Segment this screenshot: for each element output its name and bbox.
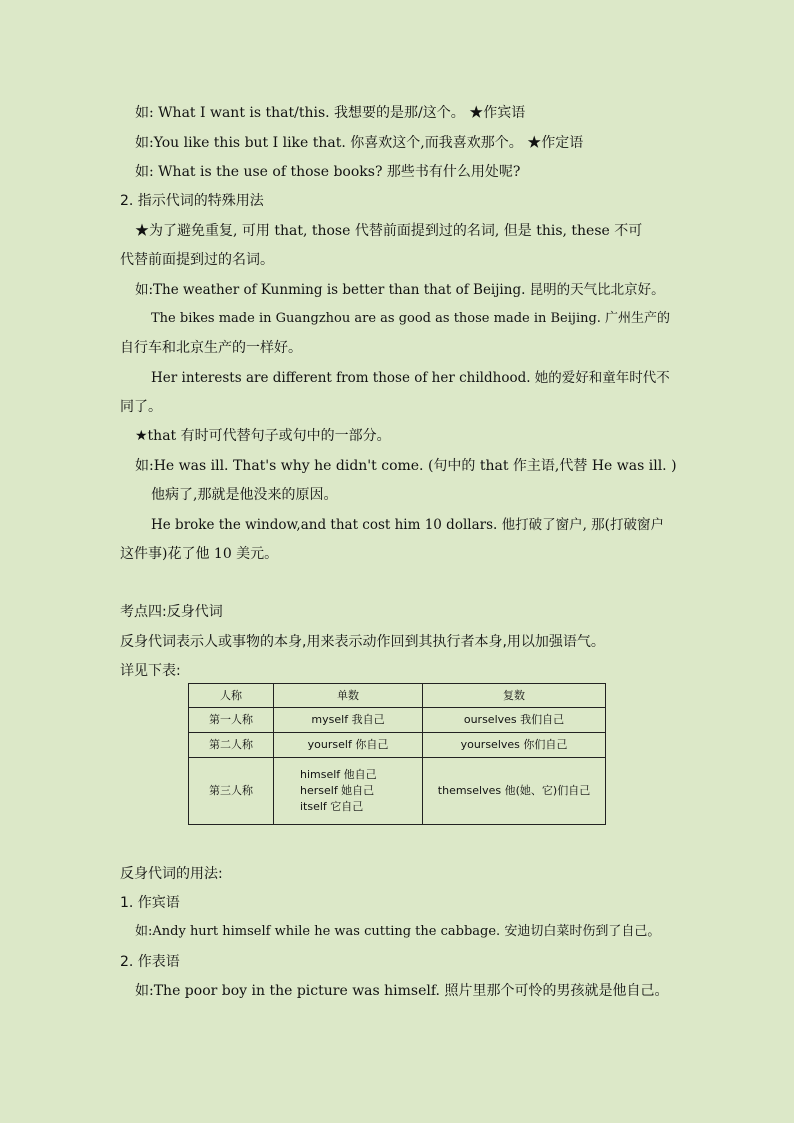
example-line-those-books: 如: What is the use of those books? 那些书有什么用处呢? bbox=[135, 164, 521, 180]
cell-person: 第三人称 bbox=[189, 758, 274, 825]
cell-person: 第一人称 bbox=[189, 708, 274, 733]
cell-singular-itself: itself 它自己 bbox=[300, 800, 364, 813]
example-line-object: 如: What I want is that/this. 我想要的是那/这个。 ★作宾语 bbox=[135, 105, 526, 121]
example-line-poor-boy: 如:The poor boy in the picture was himself. 照片里那个可怜的男孩就是他自己。 bbox=[135, 983, 669, 999]
example-line-andy: 如:Andy hurt himself while he was cutting the cabbage. 安迪切白菜时伤到了自己。 bbox=[135, 924, 661, 939]
cell-singular-himself: himself 他自己 bbox=[300, 768, 377, 781]
cell-singular bbox=[274, 758, 423, 825]
section-heading-special-usage: 2. 指示代词的特殊用法 bbox=[120, 193, 264, 209]
example-line-attributive: 如:You like this but I like that. 你喜欢这个,而我喜欢那个。 ★作定语 bbox=[135, 135, 584, 151]
rule-line-that-replaces: ★that 有时可代替句子或句中的一部分。 bbox=[135, 428, 391, 444]
cell-person: 第二人称 bbox=[189, 733, 274, 758]
cell-singular: myself 我自己 bbox=[274, 708, 423, 733]
header-plural: 复数 bbox=[423, 684, 606, 708]
rule-line-avoid-repetition: ★为了避免重复, 可用 that, those 代替前面提到过的名词, 但是 this, these 不可 bbox=[135, 223, 643, 239]
example-line-interests: Her interests are different from those of her childhood. 她的爱好和童年时代不 bbox=[151, 370, 670, 386]
table-header-row bbox=[189, 684, 606, 708]
usage-item-predicative: 2. 作表语 bbox=[120, 954, 180, 970]
see-table-note: 详见下表: bbox=[120, 663, 181, 679]
table-row bbox=[189, 708, 606, 733]
header-person: 人称 bbox=[189, 684, 274, 708]
cell-plural: themselves 他(她、它)们自己 bbox=[423, 758, 606, 825]
section-heading-reflexive: 考点四:反身代词 bbox=[120, 604, 223, 620]
header-singular: 单数 bbox=[274, 684, 423, 708]
table-row bbox=[189, 758, 606, 825]
example-line-he-was-ill: 如:He was ill. That's why he didn't come. (句中的 that 作主语,代替 He was ill. ) bbox=[135, 458, 677, 474]
example-line-interests-cont: 同了。 bbox=[120, 399, 162, 415]
example-line-guangzhou: The bikes made in Guangzhou are as good as those made in Beijing. 广州生产的 bbox=[151, 311, 671, 326]
cell-plural: ourselves 我们自己 bbox=[423, 708, 606, 733]
example-line-window-cont: 这件事)花了他 10 美元。 bbox=[120, 546, 279, 562]
cell-singular: yourself 你自己 bbox=[274, 733, 423, 758]
example-line-he-was-ill-translation: 他病了,那就是他没来的原因。 bbox=[151, 487, 338, 503]
cell-plural: yourselves 你们自己 bbox=[423, 733, 606, 758]
rule-line-continued: 代替前面提到过的名词。 bbox=[120, 252, 274, 268]
example-line-kunming: 如:The weather of Kunming is better than that of Beijing. 昆明的天气比北京好。 bbox=[135, 282, 665, 298]
usage-heading: 反身代词的用法: bbox=[120, 866, 223, 882]
example-line-window: He broke the window,and that cost him 10 dollars. 他打破了窗户, 那(打破窗户 bbox=[151, 517, 664, 533]
reflexive-definition: 反身代词表示人或事物的本身,用来表示动作回到其执行者本身,用以加强语气。 bbox=[120, 634, 605, 650]
reflexive-pronoun-table bbox=[188, 683, 606, 825]
example-line-guangzhou-cont: 自行车和北京生产的一样好。 bbox=[120, 340, 302, 356]
usage-item-object: 1. 作宾语 bbox=[120, 895, 180, 911]
cell-singular-herself: herself 她自己 bbox=[300, 784, 375, 797]
table-row bbox=[189, 733, 606, 758]
